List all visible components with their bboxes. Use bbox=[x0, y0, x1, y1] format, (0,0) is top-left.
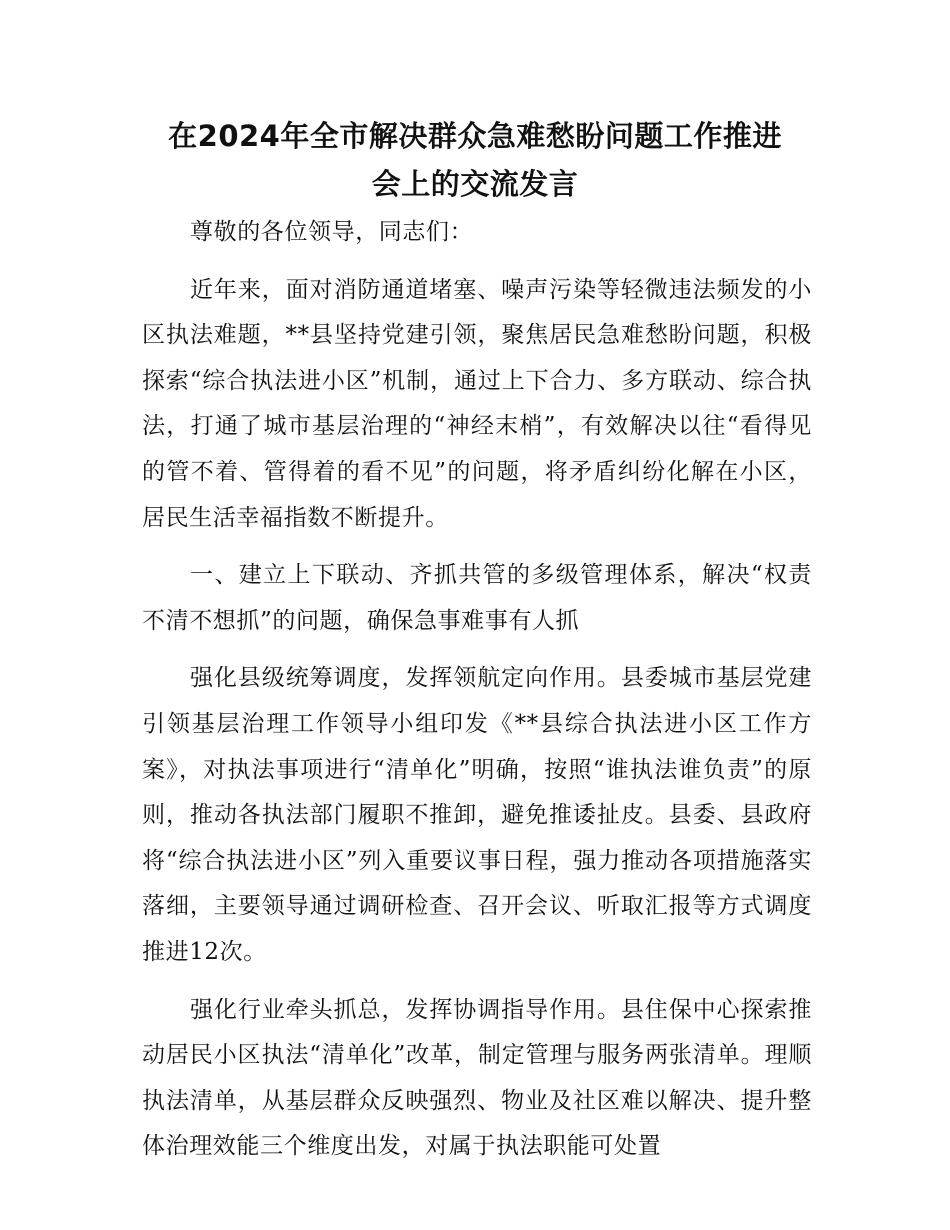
document-body bbox=[142, 210, 812, 1182]
paragraph-industry-leadership: 强化行业牵头抓总，发挥协调指导作用。县住保中心探索推动居民小区执法“清单化”改革，制定管理与服务两张清单。理顺执法清单，从基层群众反映强烈、物业及社区难以解决、提升整体治理效能三个维度出发，对属于执法职能可处置 bbox=[142, 996, 812, 1160]
title-line-2: 会上的交流发言 bbox=[371, 167, 579, 201]
paragraph-county-coordination: 强化县级统筹调度，发挥领航定向作用。县委城市基层党建引领基层治理工作领导小组印发《**县综合执法进小区工作方案》，对执法事项进行“清单化”明确，按照“谁执法谁负责”的原则，推动各执法部门履职不推卸，避免推诿扯皮。县委、县政府将“综合执法进小区”列入重要议事日程，强力推动各项措施落实落细，主要领导通过调研检查、召开会议、听取汇报等方式调度推进12次。 bbox=[142, 665, 812, 965]
section-heading-1: 一、建立上下联动、齐抓共管的多级管理体系，解决“权责不清不想抓”的问题，确保急事难事有人抓 bbox=[142, 562, 812, 634]
paragraph-intro: 近年来，面对消防通道堵塞、噪声污染等轻微违法频发的小区执法难题，**县坚持党建引领，聚焦居民急难愁盼问题，积极探索“综合执法进小区”机制，通过上下合力、多方联动、综合执法，打通了城市基层治理的“神经末梢”，有效解决以往“看得见的管不着、管得着的看不见”的问题，将矛盾纠纷化解在小区，居民生活幸福指数不断提升。 bbox=[142, 276, 812, 531]
document-title bbox=[120, 112, 830, 208]
greeting: 尊敬的各位领导，同志们： bbox=[190, 219, 474, 245]
title-line-1: 在2024年全市解决群众急难愁盼问题工作推进 bbox=[168, 119, 782, 153]
